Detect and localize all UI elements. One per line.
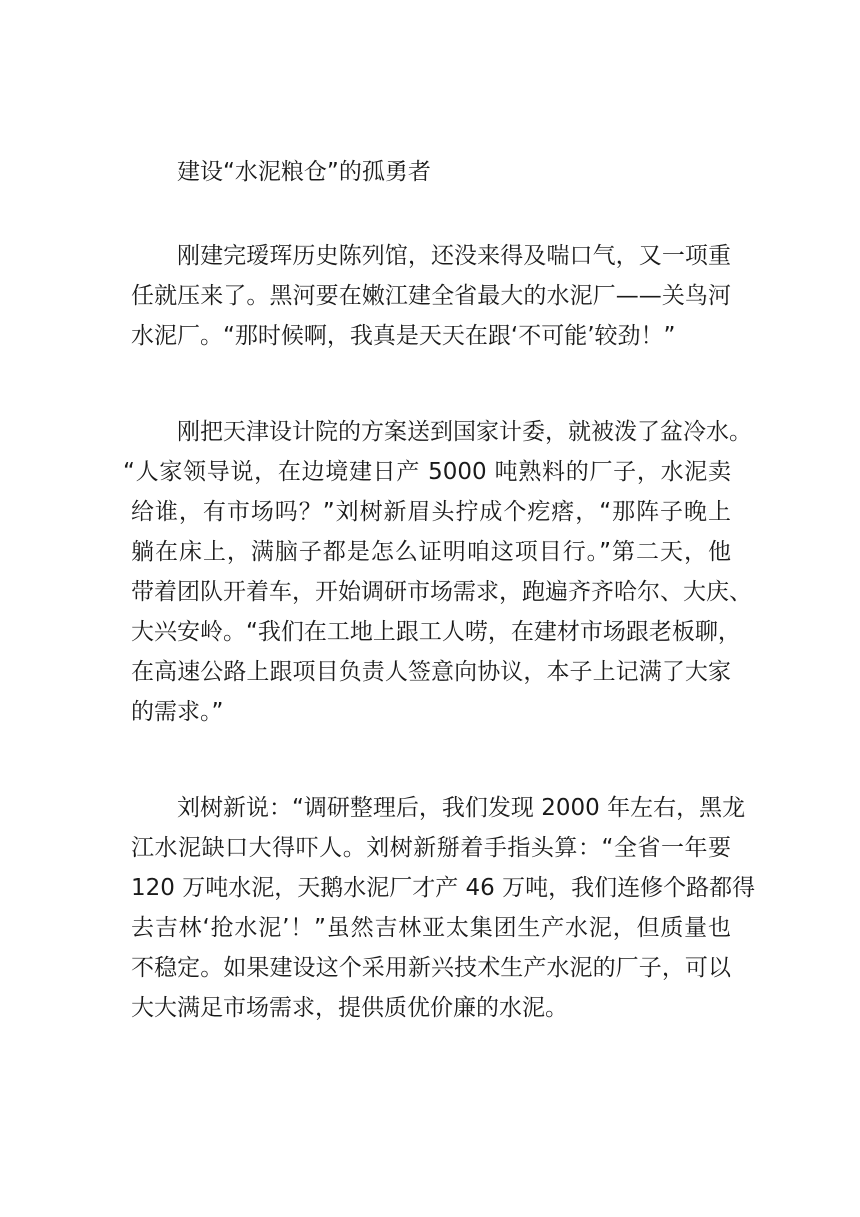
paragraph-line: 大大满足市场需求，提供质优价廉的水泥。 <box>131 995 568 1021</box>
paragraph-line: 不稳定。如果建设这个采用新兴技术生产水泥的厂子，可以 <box>131 955 731 981</box>
paragraph-line: 给谁，有市场吗？”刘树新眉头拧成个疙瘩，“那阵子晚上 <box>131 499 731 525</box>
paragraph-line: 躺在床上，满脑子都是怎么证明咱这项目行。”第二天，他 <box>131 539 731 565</box>
article-body <box>123 152 756 1084</box>
paragraph-line: 任就压来了。黑河要在嫩江建全省最大的水泥厂——关鸟河 <box>131 283 731 309</box>
paragraph-line: 在高速公路上跟项目负责人签意向协议，本子上记满了大家 <box>131 659 731 685</box>
paragraph-line: 带着团队开着车，开始调研市场需求，跑遍齐齐哈尔、大庆、 <box>131 579 752 605</box>
paragraph-line: 江水泥缺口大得吓人。刘树新掰着手指头算：“全省一年要 <box>131 835 731 861</box>
paragraph-line: 水泥厂。“那时候啊，我真是天天在跟‘不可能’较劲！” <box>131 323 676 349</box>
paragraph-line: 大兴安岭。“我们在工地上跟工人唠，在建材市场跟老板聊， <box>131 619 741 645</box>
paragraph-line: 刘树新说：“调研整理后，我们发现 2000 年左右，黑龙 <box>177 795 746 821</box>
paragraph-2 <box>123 412 752 732</box>
paragraph-line: 刚建完瑷珲历史陈列馆，还没来得及喘口气，又一项重 <box>177 243 731 269</box>
paragraph-line: “人家领导说，在边境建日产 5000 吨熟料的厂子，水泥卖 <box>123 459 731 485</box>
paragraph-line: 的需求。” <box>131 699 224 725</box>
paragraph-1 <box>131 236 731 356</box>
article-title: 建设“水泥粮仓”的孤勇者 <box>177 159 431 185</box>
paragraph-line: 去吉林‘抢水泥’！”虽然吉林亚太集团生产水泥，但质量也 <box>131 915 731 941</box>
paragraph-3 <box>131 788 756 1028</box>
paragraph-line: 120 万吨水泥，天鹅水泥厂才产 46 万吨，我们连修个路都得 <box>131 875 756 901</box>
paragraph-line: 刚把天津设计院的方案送到国家计委，就被泼了盆冷水。 <box>177 419 752 445</box>
